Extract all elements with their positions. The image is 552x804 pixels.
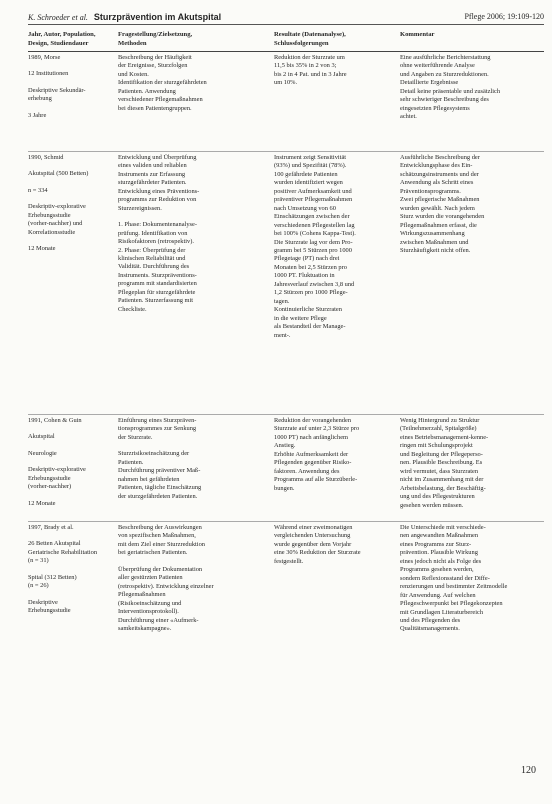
cell-line: Sturzrate auf unter 2,3 Stürze pro — [274, 425, 360, 433]
cell-line: aller gestürzten Patienten — [118, 574, 183, 582]
cell-line: Ausführliche Beschreibung der — [400, 154, 480, 161]
cell-line: Sturzrisikoeinschätzung der — [118, 450, 190, 458]
cell-line: mit dem Ziel einer Sturzreduktion — [118, 540, 205, 548]
cell-line: Pflegenden gegenüber Risiko- — [274, 459, 352, 467]
cell-gap — [28, 79, 110, 87]
cell-gap — [28, 566, 110, 574]
cell-line: wurden gewählt. Nach jedem — [400, 204, 475, 212]
cell-line: Risikofaktoren (retrospektiv). — [118, 238, 194, 246]
cell-gap — [28, 532, 110, 540]
cell-line: nach Umsetzung von 60 — [274, 204, 336, 212]
cell-line: Die Unterschiede mit verschiede- — [400, 524, 486, 531]
cell-line: Eine ausführliche Berichterstattung — [400, 54, 491, 61]
cell-line: Beschreibung der Auswirkungen — [118, 524, 202, 531]
table-cell — [28, 415, 118, 522]
cell-line: Pflegetage (PT) nach drei — [274, 255, 340, 263]
cell-line: wurden identifiziert wegen — [274, 179, 343, 187]
cell-line: für Anwendung. Auf welchen — [400, 591, 476, 599]
cell-line: Interventionsprotokoll). — [118, 608, 179, 616]
table-cell — [118, 52, 274, 152]
cell-gap — [28, 458, 110, 466]
cell-line: ringen mit Schulungsprojekt — [400, 442, 473, 450]
cell-line: 2. Phase: Überprüfung der — [118, 246, 186, 254]
page — [28, 10, 544, 800]
table-cell — [118, 522, 274, 710]
cell-line: Deskriptive — [28, 598, 58, 606]
cell-line: Kontinuierliche Sturzraten — [274, 306, 342, 314]
cell-line: Akutspital — [28, 433, 55, 441]
cell-line: renzierungen und bestimmter Zeitmodelle — [400, 583, 508, 591]
table-header-row — [28, 25, 544, 52]
cell-line: 26 Betten Akutspital — [28, 540, 81, 548]
cell-line: eine 30% Reduktion der Sturzrate — [274, 549, 361, 557]
cell-line: verschiedenen Pflegestellen lag — [274, 221, 355, 229]
cell-line: Erhebungsstudie — [28, 211, 71, 219]
column-header — [118, 25, 274, 52]
cell-line: Detaillierte Ergebnisse — [400, 79, 459, 87]
cell-gap — [118, 442, 266, 450]
cell-line: positiver Aufmerksamkeit und — [274, 187, 352, 195]
cell-line: Resultate (Datenanalyse), — [274, 31, 346, 38]
cell-line: 1000 PT. Fluktuation in — [274, 272, 335, 280]
cell-line: bei geriatrischen Patienten. — [118, 549, 188, 557]
cell-line: von spezifischen Maßnahmen, — [118, 532, 196, 540]
cell-line: programms zur Reduktion von — [118, 196, 197, 204]
cell-line: Spital (312 Betten) — [28, 573, 77, 581]
cell-line: (n = 26) — [28, 582, 49, 590]
cell-line: Einschätzungen zwischen der — [274, 213, 350, 221]
cell-line: präventiver Pflegemaßnahmen — [274, 196, 353, 204]
cell-line: der Sturzrate. — [118, 433, 153, 441]
cell-line: Während einer zweimonatigen — [274, 524, 353, 531]
cell-line: 1991, Cohen & Guin — [28, 417, 82, 424]
cell-line: Instrument zeigt Sensitivität — [274, 154, 347, 161]
cell-line: in die weitere Pflege — [274, 314, 327, 322]
column-header — [274, 25, 400, 52]
cell-line: Entwicklung und Überprüfung — [118, 154, 197, 161]
cell-line: mit Grundlagen Literaturbereich — [400, 608, 484, 616]
cell-line: Sturzereignissen. — [118, 204, 162, 212]
cell-line: nicht im Zusammenhang mit der — [400, 476, 484, 484]
cell-line: sondern Reflexionsstand der Diffe- — [400, 574, 490, 582]
cell-line: 1990, Schmid — [28, 154, 64, 161]
cell-line: 11,5 bis 35% in 2 von 3; — [274, 62, 337, 70]
cell-line: Pflegemaßnahmen — [118, 591, 166, 599]
cell-line: vergleichenden Untersuchung — [274, 532, 351, 540]
cell-line: (93%) und Spezifität (78%). — [274, 162, 347, 170]
cell-line: Die Sturzrate lag vor dem Pro- — [274, 238, 353, 246]
cell-line: klinischen Reliabilität und — [118, 254, 186, 262]
cell-gap — [28, 62, 110, 70]
cell-line: prüfung. Identifikation von — [118, 229, 188, 237]
cell-line: (retrospektiv). Entwicklung einzelner — [118, 582, 214, 590]
cell-line: Kommentar — [400, 31, 435, 38]
cell-line: eines jedoch nicht als Folge des — [400, 557, 482, 565]
cell-line: eingesetzten Pflegesystems — [400, 104, 470, 112]
cell-line: achtet. — [400, 113, 417, 121]
cell-line: Neurologie — [28, 449, 57, 457]
cell-line: gramm bei 5 Stürzen pro 1000 — [274, 246, 352, 254]
table-cell — [400, 415, 544, 522]
cell-line: zwischen Maßnahmen und — [400, 238, 469, 246]
table-cell — [400, 52, 544, 152]
cell-line: (n = 31) — [28, 557, 49, 565]
table-cell — [274, 522, 400, 710]
cell-line: bungen. — [274, 484, 295, 492]
cell-line: Pflegeplan für sturzgefährdete — [118, 288, 196, 296]
table-cell — [400, 522, 544, 710]
table-cell — [400, 152, 544, 415]
cell-line: 1989, Morse — [28, 54, 61, 61]
cell-line: wurde gegenüber dem Vorjahr — [274, 540, 352, 548]
cell-line: Durchführung präventiver Maß- — [118, 467, 201, 475]
cell-line: festgestellt. — [274, 557, 304, 565]
table-cell — [28, 522, 118, 710]
study-table — [28, 25, 544, 709]
table-cell — [274, 415, 400, 522]
cell-line: Einführung eines Sturzpräven- — [118, 417, 197, 424]
cell-line: Reduktion der vorangehenden — [274, 417, 352, 424]
cell-line: nahmen bei gefährdeten — [118, 475, 180, 483]
cell-line: Patienten. Sturzerfassung mit — [118, 297, 194, 305]
cell-line: Detail keine präsentable und zusätzlich — [400, 87, 501, 95]
cell-line: Anstieg. — [274, 442, 296, 450]
cell-gap — [28, 492, 110, 500]
cell-line: Jahr, Autor, Population, — [28, 31, 96, 38]
cell-line: Deskriptiv-explorative — [28, 466, 86, 474]
cell-gap — [28, 237, 110, 245]
cell-line: Validität. Durchführung des — [118, 263, 190, 271]
cell-line: verschiedener Pflegemaßnahmen — [118, 96, 203, 104]
cell-line: Patienten, tägliche Einschätzung — [118, 484, 202, 492]
cell-line: tionsprogrammes zur Senkung — [118, 425, 197, 433]
cell-line: bei diesen Patientengruppen. — [118, 104, 192, 112]
cell-line: 100 gefährdete Patienten — [274, 170, 338, 178]
cell-line: sturzgefährdeter Patienten. — [118, 179, 187, 187]
cell-line: Identifikation der sturzgefährdeten — [118, 79, 207, 87]
cell-line: bis 2 in 4 Pat. und in 3 Jahre — [274, 70, 347, 78]
table-row — [28, 52, 544, 152]
table-cell — [118, 152, 274, 415]
cell-line: (Risikoeinschätzung und — [118, 599, 182, 607]
cell-line: Patienten. Anwendung — [118, 87, 176, 95]
cell-line: faktoren. Anwendung des — [274, 467, 340, 475]
cell-line: Zwei pflegerische Maßnahmen — [400, 196, 480, 204]
cell-line: (vorher-nachher) und — [28, 220, 83, 228]
cell-line: (vorher-nachher) — [28, 483, 72, 491]
cell-line: Programms auf alle Sturzüberle- — [274, 476, 358, 484]
cell-line: Deskriptive Sekundär- — [28, 86, 86, 94]
cell-line: ung und des Pflegestrukturen — [400, 493, 475, 501]
header-journal: Pflege 2006; 19:109-120 — [464, 12, 544, 21]
running-header — [28, 10, 544, 25]
cell-line: und des Pflegenden des — [400, 616, 461, 624]
cell-line: ohne weiterführende Analyse — [400, 62, 475, 70]
cell-line: Beschreibung der Häufigkeit — [118, 54, 192, 61]
cell-line: Anwendung als Schritt eines — [400, 179, 474, 187]
cell-line: Jahresverlauf zwischen 3,8 und — [274, 280, 355, 288]
cell-line: 1000 PT) nach anfänglichem — [274, 433, 349, 441]
cell-line: Überprüfung der Dokumentation — [118, 565, 203, 573]
cell-gap — [28, 591, 110, 599]
cell-line: Fragestellung/Zielsetzung, — [118, 31, 193, 38]
table-row — [28, 152, 544, 415]
table-cell — [274, 152, 400, 415]
cell-line: tagen. — [274, 297, 290, 305]
cell-line: Instruments zur Erfassung — [118, 170, 186, 178]
cell-line: sehr schwieriger Beschreibung des — [400, 96, 489, 104]
cell-line: 1997, Brady et al. — [28, 524, 74, 531]
cell-line: Entwicklung eines Präventions- — [118, 187, 200, 195]
cell-line: ment-. — [274, 331, 291, 339]
table-row — [28, 522, 544, 710]
cell-line: Akutspital (500 Betten) — [28, 170, 89, 178]
cell-line: und Kosten. — [118, 70, 149, 78]
table-cell — [118, 415, 274, 522]
cell-line: Erhebungsstudie — [28, 607, 71, 615]
cell-line: Durchführung einer «Aufmerk- — [118, 616, 199, 624]
header-author: K. Schroeder et al. — [28, 13, 88, 22]
table-cell — [274, 52, 400, 152]
cell-line: 12 Monate — [28, 499, 56, 507]
cell-line: Pflegemaßnahmen erfasst, die — [400, 221, 477, 229]
cell-line: eines Programms zur Sturz- — [400, 540, 472, 548]
cell-line: erhebung — [28, 95, 52, 103]
cell-line: gesehen werden müssen. — [400, 501, 464, 509]
cell-line: nen angewandten Maßnahmen — [400, 532, 479, 540]
cell-gap — [28, 179, 110, 187]
cell-line: als Bestandteil der Manage- — [274, 323, 346, 331]
cell-line: um 10%. — [274, 79, 298, 87]
column-header — [28, 25, 118, 52]
cell-line: 1. Phase: Dokumentenanalyse- — [118, 221, 197, 229]
cell-line: Monaten bei 2,5 Stürzen pro — [274, 263, 347, 271]
cell-gap — [28, 442, 110, 450]
cell-line: wird vermutet, dass Sturzraten — [400, 467, 479, 475]
cell-line: Sturzhäufigkeit nicht offen. — [400, 246, 471, 254]
cell-line: Instruments. Sturzpräventions- — [118, 271, 197, 279]
cell-line: Patienten. — [118, 458, 144, 466]
cell-line: Schlussfolgerungen — [274, 39, 329, 47]
cell-line: n = 334 — [28, 186, 48, 194]
column-header — [400, 25, 544, 52]
cell-line: Korrelationsstudie — [28, 228, 76, 236]
cell-line: eines Betriebsmanagement-kenne- — [400, 433, 489, 441]
cell-line: Erhebungsstudie — [28, 474, 71, 482]
cell-line: nen. Plausible Beschreibung. Es — [400, 459, 483, 467]
cell-line: Entwicklungsphase des Ein- — [400, 162, 473, 170]
cell-line: und Angaben zu Sturzreduktionen. — [400, 70, 489, 78]
cell-line: samkeitskampagne». — [118, 624, 172, 632]
cell-line: (Teilnehmerzahl, Spitalgröße) — [400, 425, 477, 433]
cell-line: Deskriptiv-explorative — [28, 203, 86, 211]
cell-line: Arbeitsbelastung, der Beschäftig- — [400, 484, 486, 492]
cell-line: 12 Institutionen — [28, 70, 69, 78]
table-cell — [28, 52, 118, 152]
cell-gap — [28, 425, 110, 433]
cell-line: Erhöhte Aufmerksamkeit der — [274, 450, 349, 458]
cell-line: Präventionsprogramms. — [400, 187, 461, 195]
table-row — [28, 415, 544, 522]
cell-gap — [28, 104, 110, 112]
cell-line: 1,2 Stürzen pro 1000 Pflege- — [274, 289, 348, 297]
cell-line: Pflegeschwerpunkt bei Pflegekonzepten — [400, 600, 503, 608]
cell-line: eines validen und reliablen — [118, 162, 187, 170]
cell-gap — [28, 195, 110, 203]
cell-line: der Ereignisse, Sturzfolgen — [118, 62, 188, 70]
cell-gap — [118, 213, 266, 221]
cell-gap — [118, 558, 266, 566]
cell-line: Qualitätsmanagements. — [400, 625, 460, 633]
cell-line: Checkliste. — [118, 305, 147, 313]
cell-line: 3 Jahre — [28, 111, 47, 119]
cell-line: programm mit standardisierten — [118, 280, 197, 288]
cell-line: der sturzgefährdeten Patienten. — [118, 492, 198, 500]
cell-line: Programms gesehen werden, — [400, 566, 474, 574]
cell-line: Geriatrische Rehabilitation — [28, 548, 98, 556]
cell-gap — [28, 162, 110, 170]
page-number: 120 — [521, 765, 536, 776]
cell-line: Wenig Hintergrund zu Struktur — [400, 417, 480, 424]
cell-line: und Begleitung der Pflegeperso- — [400, 450, 483, 458]
cell-line: bei 100% (Cohens Kappa-Test). — [274, 230, 356, 238]
cell-line: 12 Monate — [28, 245, 56, 253]
cell-line: Reduktion der Sturzrate um — [274, 54, 345, 61]
cell-line: Methoden — [118, 39, 147, 47]
cell-line: Sturz wurden die vorangehenden — [400, 213, 485, 221]
cell-line: schätzungsinstruments und der — [400, 170, 479, 178]
cell-line: Wirkungszusammenhang — [400, 230, 465, 238]
header-short-title: Sturzprävention im Akutspital — [93, 12, 222, 22]
cell-line: prävention. Plausible Wirkung — [400, 549, 478, 557]
table-cell — [28, 152, 118, 415]
cell-line: Design, Studiendauer — [28, 39, 89, 47]
